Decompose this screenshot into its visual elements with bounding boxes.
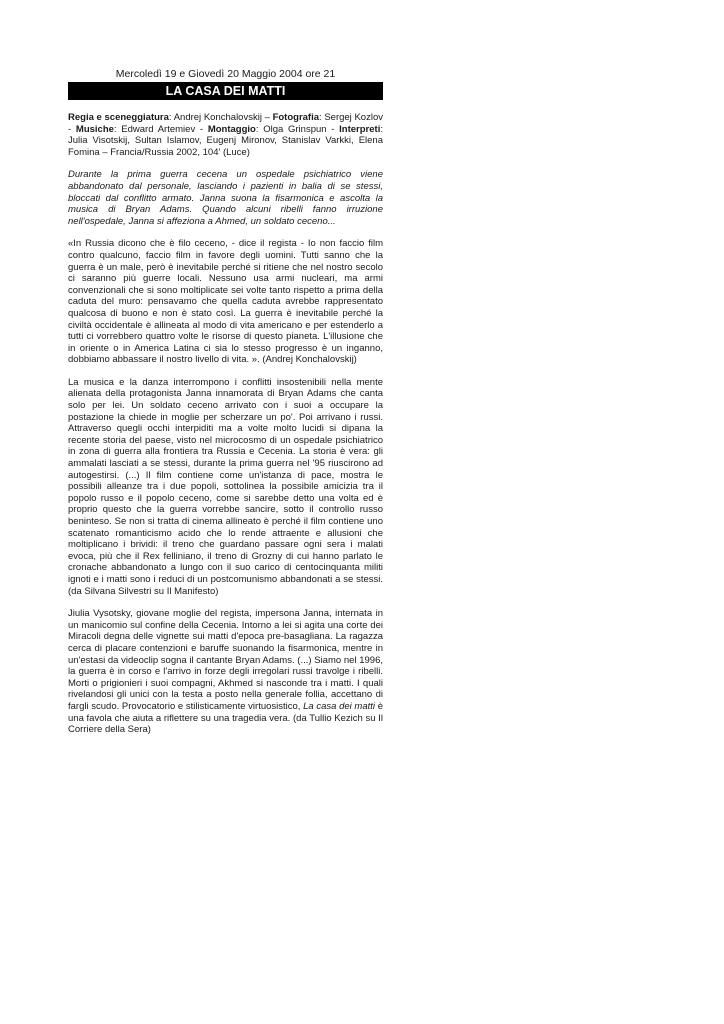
montaggio-value: : Olga Grinspun - [255,123,340,135]
regia-label: Regia e sceneggiatura [68,112,169,123]
review-kezich-text-after: è una favola che aiuta a riflettere su una tragedia vera. (da Tullio Kezich su Il Corriere della Sera) [68,700,383,736]
film-credits [68,112,383,158]
review-silvestri: La musica e la danza interrompono i conflitti insostenibili nella mente alienata della protagonista Janna innamorata di Bryan Adams che canta solo per lei. Un soldato ceceno arrivato con i suoi a occupare la postazione la chiede in moglie per scherzare un po'. Poi arrivano i russi. Attraverso quegli occhi interpiditi ma a volte molto lucidi si dipana la recente storia del paese, visto nel microcosmo di un ospedale psichiatrico in zona di guerra alla frontiera tra Russia e Cecenia. La storia è vera: gli ammalati lasciati a se stessi, durante la prima guerra nel '95 riuscirono ad autogestirsi. (...) Il film contiene come un'istanza di pace, mostra le possibili alleanze tra i due popoli, sottolinea la possibile amicizia tra il popolo russo e il popolo ceceno, come si sarebbe detto una volta ed è proprio questo che la guerra vorrebbe sancire, sotto il controllo russo beninteso. Se non si tratta di cinema allineato è perché il film contiene uno scatenato romanticismo acido che lo rende attraente e allusioni che moltiplicano i brividi: il treno che guardano passare ogni sera i malati evoca, più che il Rex felliniano, il treno di Grozny di cui hanno parlato le cronache abbandonato a lungo con il suo carico di centocinquanta militi ignoti e i matti sono i reduci di un postcomunismo abbandonati a se stessi. (da Silvana Silvestri su Il Manifesto) [68,376,383,597]
fotografia-value: : Sergej Kozlov - [68,112,383,135]
musiche-label: Musiche [75,123,114,135]
review-kezich-film-title: La casa dei matti [303,700,376,712]
musiche-value: : Edward Artemiev - [113,123,208,135]
program-sheet [68,68,383,747]
montaggio-label: Montaggio [207,123,256,135]
regia-value: : Andrej Konchalovskij – [168,112,273,123]
interpreti-value: : Julia Visotskij, Sultan Islamov, Eugenj Mironov, Stanislav Varkki, Elena Fomina – Francia/Russia 2002, 104' (Luce) [68,123,383,158]
fotografia-label: Fotografia [272,112,320,123]
synopsis: Durante la prima guerra cecena un ospedale psichiatrico viene abbandonato dal personale, lasciando i pazienti in balia di se stessi, bloccati dal conflitto armato. Janna suona la fisarmonica e ascolta la musica di Bryan Adams. Quando alcuni ribelli fanno irruzione nell'ospedale, Janna si affeziona a Ahmed, un soldato ceceno... [68,169,383,227]
interpreti-label: Interpreti [339,123,381,135]
review-kezich [68,608,383,736]
film-title: LA CASA DEI MATTI [68,82,383,100]
screening-date: Mercoledì 19 e Giovedì 20 Maggio 2004 ore 21 [115,68,336,80]
review-kezich-text-before: Jiulia Vysotsky, giovane moglie del regista, impersona Janna, internata in un manicomio sul confine della Cecenia. Intorno a lei si agita una corte dei Miracoli degna delle vignette sui matti d'epoca pre-basagliana. La ragazza cerca di placare contenzioni e baruffe suonando la fisarmonica, mentre in un'estasi da videoclip sogna il cantante Bryan Adams. (...) Siamo nel 1996, la guerra è in corso e l'arrivo in forze degli irregolari russi travolge i ribelli. Morti o prigionieri i suoi compagni, Akhmed si nasconde tra i matti. I quali rivelandosi gli unici con la testa a posto nella generale follia, accettano di fargli scudo. Provocatorio e stilisticamente virtuosistico, [68,608,383,712]
director-quote: «In Russia dicono che è filo ceceno, - dice il regista - Io non faccio film contro qualcuno, faccio film in favore degli uomini. Tutti sanno che la guerra è un male, però è inevitabile perché si ritiene che nel nostro secolo ci saranno più guerre locali. Nessuno usa armi nucleari, ma armi convenzionali che si sono moltiplicate sei volte tanto rispetto a prima della caduta del muro: pensavamo che quella caduta avrebbe rappresentato qualcosa di buono e non è stato così. La guerra è inevitabile perché la civiltà occidentale è allineata al modo di vita americano e per estenderlo a tutti ci vorrebbero quattro volte le risorse di questo pianeta. L'illusione che in oriente o in America Latina ci sia lo stesso progresso è un inganno, dobbiamo abbassare il nostro livello di vita. ». (Andrej Konchalovskij) [68,238,383,366]
